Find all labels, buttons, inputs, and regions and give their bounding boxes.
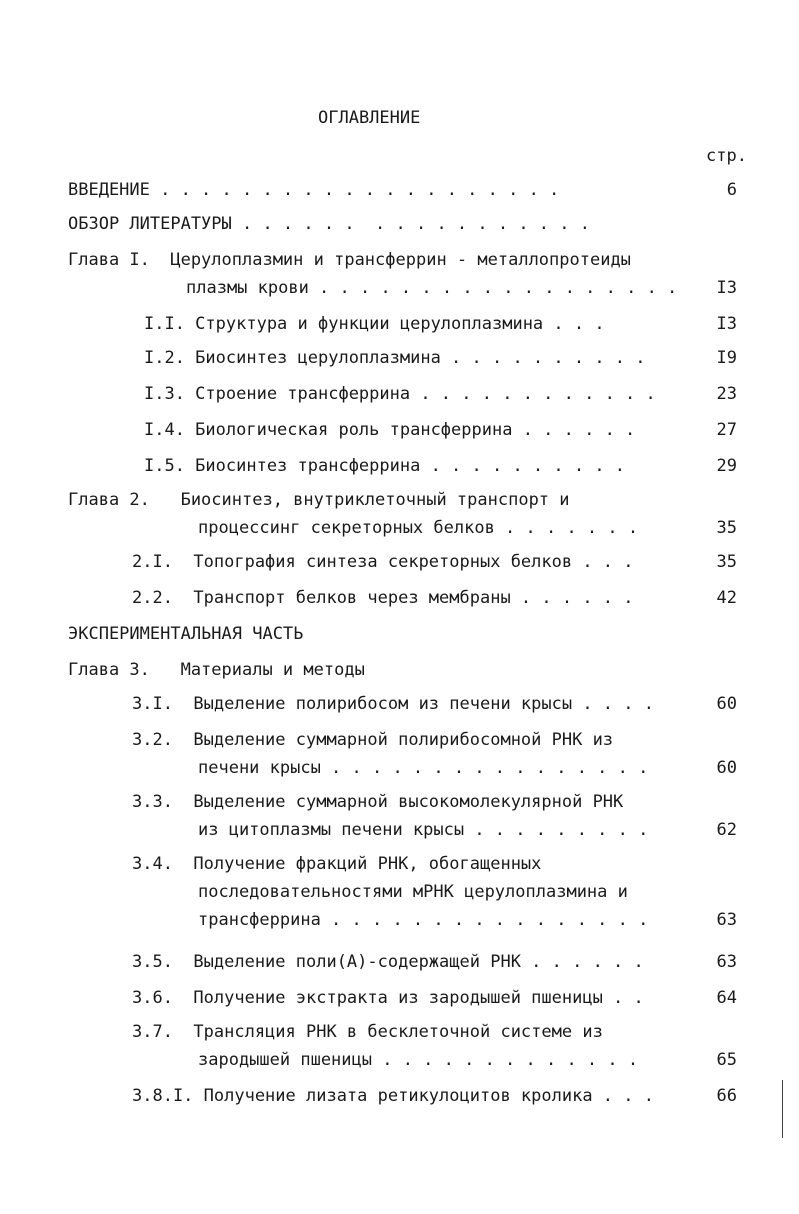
toc-line[interactable]: Глава I. Церулоплазмин и трансферрин - металлопротеиды [68, 250, 631, 270]
toc-page: I3 [716, 278, 737, 298]
toc-line[interactable]: 3.5. Выделение поли(А)-содержащей РНК . . . . . . [132, 952, 644, 972]
toc-line[interactable]: I.2. Биосинтез церулоплазмина . . . . . . . . . . [144, 348, 646, 368]
page-column-label: стр. [706, 146, 747, 166]
scan-edge-line [782, 1080, 783, 1138]
toc-line[interactable]: ЭКСПЕРИМЕНТАЛЬНАЯ ЧАСТЬ [68, 624, 304, 644]
toc-line[interactable]: ОБЗОР ЛИТЕРАТУРЫ . . . . . . . . . . . . . . . . . [68, 214, 590, 234]
toc-page: 66 [716, 1086, 737, 1106]
toc-line[interactable]: из цитоплазмы печени крысы . . . . . . . . . [198, 820, 649, 840]
toc-line[interactable]: последовательностями мРНК церулоплазмина и [198, 882, 628, 902]
page-heading: ОГЛАВЛЕНИЕ [318, 108, 421, 128]
toc-page: 42 [716, 588, 737, 608]
toc-line[interactable]: 3.6. Получение экстракта из зародышей пшеницы . . [132, 988, 644, 1008]
toc-line[interactable]: печени крысы . . . . . . . . . . . . . . . . [198, 758, 649, 778]
toc-line[interactable]: 3.I. Выделение полирибосом из печени крысы . . . . [132, 694, 654, 714]
toc-page: 63 [716, 952, 737, 972]
toc-page: 65 [716, 1050, 737, 1070]
toc-line[interactable]: I.I. Структура и функции церулоплазмина . . . [144, 314, 605, 334]
toc-line[interactable]: зародышей пшеницы . . . . . . . . . . . . . [198, 1050, 639, 1070]
toc-page: 29 [716, 456, 737, 476]
toc-line[interactable]: 3.7. Трансляция РНК в бесклеточной системе из [132, 1022, 603, 1042]
toc-line[interactable]: Глава 3. Материалы и методы [68, 660, 365, 680]
toc-page: 64 [716, 988, 737, 1008]
toc-line[interactable]: I.4. Биологическая роль трансферрина . . . . . . [144, 420, 636, 440]
toc-line[interactable]: ВВЕДЕНИЕ . . . . . . . . . . . . . . . . . . . . [68, 180, 560, 200]
toc-line[interactable]: 3.3. Выделение суммарной высокомолекулярной РНК [132, 792, 624, 812]
toc-page: I9 [716, 348, 737, 368]
toc-page: 60 [716, 758, 737, 778]
toc-page: 23 [716, 384, 737, 404]
toc-line[interactable]: 3.4. Получение фракций РНК, обогащенных [132, 854, 542, 874]
toc-line[interactable]: 2.I. Топография синтеза секреторных белков . . . [132, 552, 634, 572]
toc-line[interactable]: Глава 2. Биосинтез, внутриклеточный транспорт и [68, 490, 570, 510]
toc-line[interactable]: процессинг секреторных белков . . . . . . . [198, 518, 639, 538]
toc-page: 27 [716, 420, 737, 440]
toc-page: 35 [716, 518, 737, 538]
toc-page: 6 [726, 180, 737, 200]
toc-page: 60 [716, 694, 737, 714]
toc-line[interactable]: 2.2. Транспорт белков через мембраны . . . . . . [132, 588, 634, 608]
toc-line[interactable]: I.3. Строение трансферрина . . . . . . . . . . . . [144, 384, 656, 404]
toc-page: 63 [716, 910, 737, 930]
toc-line[interactable]: 3.8.I. Получение лизата ретикулоцитов кролика . . . [132, 1086, 654, 1106]
toc-page: 62 [716, 820, 737, 840]
toc-line[interactable]: 3.2. Выделение суммарной полирибосомной РНК из [132, 730, 614, 750]
toc-page: 35 [716, 552, 737, 572]
toc-page: I3 [716, 314, 737, 334]
toc-line[interactable]: I.5. Биосинтез трансферрина . . . . . . . . . . [144, 456, 626, 476]
toc-line[interactable]: плазмы крови . . . . . . . . . . . . . . . . . . [186, 278, 678, 298]
toc-line[interactable]: трансферрина . . . . . . . . . . . . . . . . [198, 910, 649, 930]
